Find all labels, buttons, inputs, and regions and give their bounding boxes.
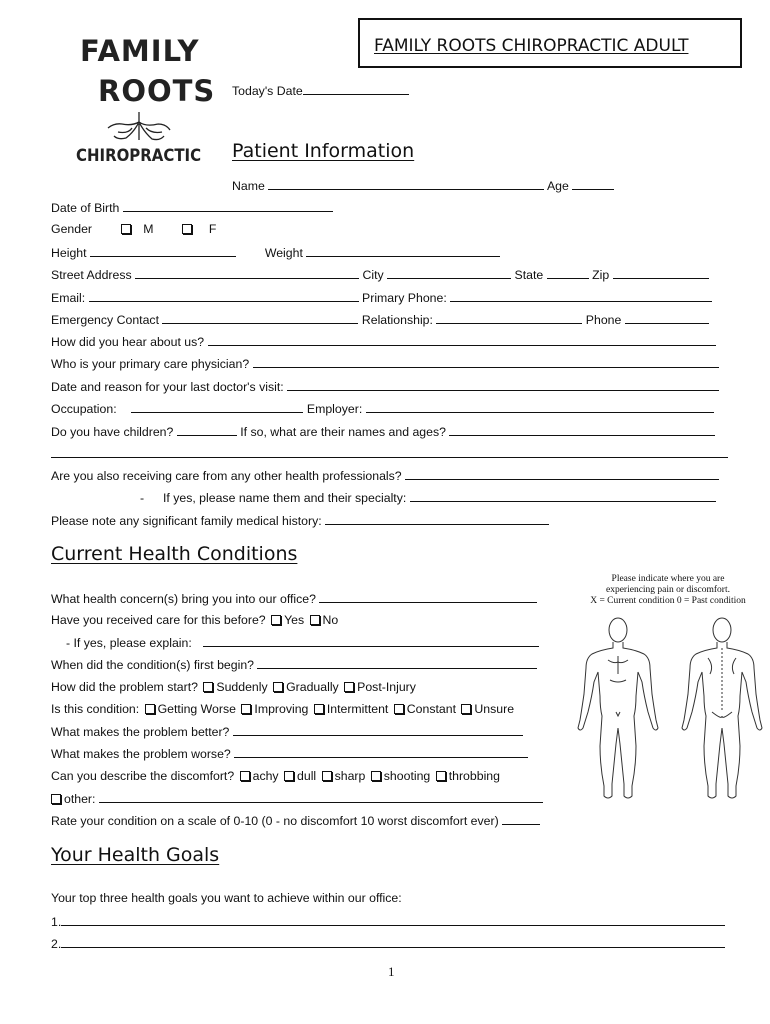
height-label: Height: [51, 246, 87, 260]
family-history-row: [51, 513, 549, 528]
last-doctor-label: Date and reason for your last doctor's visit:: [51, 380, 284, 394]
dob-label: Date of Birth: [51, 201, 120, 215]
problem-start-label: How did the problem start?: [51, 680, 198, 694]
logo-word-chiropractic: CHIROPRACTIC: [76, 146, 202, 166]
last-doctor-field[interactable]: [287, 379, 719, 391]
shooting-label: shooting: [383, 769, 431, 783]
other-row: [49, 791, 543, 806]
weight-field[interactable]: [306, 245, 500, 257]
sharp-checkbox[interactable]: [322, 771, 332, 781]
name-label: Name: [232, 179, 265, 193]
describe-row: [51, 769, 500, 783]
getting-worse-label: Getting Worse: [157, 702, 236, 716]
zip-field[interactable]: [613, 267, 709, 279]
primary-phone-field[interactable]: [450, 290, 712, 302]
sharp-label: sharp: [334, 769, 366, 783]
goal-2-number: 2.: [51, 937, 62, 951]
post-injury-label: Post-Injury: [357, 680, 416, 694]
other-label: other:: [64, 792, 96, 806]
relationship-field[interactable]: [436, 312, 582, 324]
gradually-checkbox[interactable]: [273, 682, 283, 692]
hear-field[interactable]: [208, 334, 716, 346]
goal-1-number: 1.: [51, 915, 62, 929]
body-note-line2: experiencing pain or discomfort.: [606, 585, 730, 595]
received-care-row: [51, 613, 338, 627]
occupation-row: [51, 401, 714, 416]
first-begin-label: When did the condition(s) first begin?: [51, 658, 255, 672]
family-history-label: Please note any significant family medical history:: [51, 514, 322, 528]
primary-phone-label: Primary Phone:: [362, 291, 447, 305]
city-label: City: [362, 268, 384, 282]
age-field[interactable]: [572, 178, 614, 190]
height-weight-row: [51, 245, 500, 260]
state-label: State: [514, 268, 544, 282]
hear-row: [51, 334, 716, 349]
goals-intro: Your top three health goals you want to achieve within our office:: [51, 891, 402, 905]
health-goals-heading: Your Health Goals: [51, 844, 220, 866]
roots-icon: [104, 112, 174, 142]
physician-label: Who is your primary care physician?: [51, 357, 250, 371]
unsure-label: Unsure: [474, 702, 515, 716]
rate-field[interactable]: [502, 813, 540, 825]
name-row: [232, 178, 614, 193]
employer-field[interactable]: [366, 401, 714, 413]
email-field[interactable]: [89, 290, 359, 302]
state-field[interactable]: [547, 267, 589, 279]
better-row: [51, 724, 523, 739]
intermittent-label: Intermittent: [326, 702, 389, 716]
emergency-contact-label: Emergency Contact: [51, 313, 159, 327]
getting-worse-checkbox[interactable]: [145, 704, 155, 714]
occupation-label: Occupation:: [51, 402, 117, 416]
family-history-field[interactable]: [325, 513, 549, 525]
intermittent-checkbox[interactable]: [314, 704, 324, 714]
children-field[interactable]: [177, 424, 237, 436]
explain-field[interactable]: [203, 635, 539, 647]
unsure-checkbox[interactable]: [461, 704, 471, 714]
better-field[interactable]: [233, 724, 523, 736]
street-field[interactable]: [135, 267, 359, 279]
goal-2-field[interactable]: [61, 936, 725, 948]
received-care-no-checkbox[interactable]: [310, 615, 320, 625]
goal-row-1: [51, 914, 725, 929]
body-note-line3: X = Current condition 0 = Past condition: [590, 596, 746, 606]
gender-f-label: F: [208, 222, 217, 236]
current-health-heading: Current Health Conditions: [51, 543, 298, 565]
children-row: [51, 424, 715, 439]
explain-row: [66, 635, 539, 650]
street-label: Street Address: [51, 268, 132, 282]
shooting-checkbox[interactable]: [371, 771, 381, 781]
form-title: FAMILY ROOTS CHIROPRACTIC ADULT: [374, 36, 689, 56]
todays-date-line[interactable]: [303, 83, 409, 95]
other-field[interactable]: [99, 791, 543, 803]
occupation-field[interactable]: [131, 401, 303, 413]
specialty-dash: -: [140, 491, 145, 505]
other-care-field[interactable]: [405, 468, 719, 480]
dob-row: [51, 200, 333, 215]
children-names-label: If so, what are their names and ages?: [240, 425, 446, 439]
concern-row: [51, 591, 537, 606]
employer-label: Employer:: [306, 402, 363, 416]
gender-f-checkbox[interactable]: [182, 224, 192, 234]
condition-label: Is this condition:: [51, 702, 140, 716]
height-field[interactable]: [90, 245, 236, 257]
name-field[interactable]: [268, 178, 544, 190]
achy-label: achy: [252, 769, 279, 783]
body-front-diagram[interactable]: [574, 616, 662, 802]
physician-row: [51, 356, 719, 371]
specialty-label: If yes, please name them and their specialty:: [162, 491, 407, 505]
gender-label: Gender: [51, 222, 93, 236]
concern-label: What health concern(s) bring you into our office?: [51, 592, 316, 606]
last-doctor-row: [51, 379, 719, 394]
throbbing-label: throbbing: [448, 769, 500, 783]
physician-field[interactable]: [253, 356, 719, 368]
dull-checkbox[interactable]: [284, 771, 294, 781]
worse-field[interactable]: [234, 746, 528, 758]
suddenly-checkbox[interactable]: [203, 682, 213, 692]
explain-label: - If yes, please explain:: [66, 636, 192, 650]
form-title-box: [358, 18, 742, 68]
concern-field[interactable]: [319, 591, 537, 603]
email-row: [51, 290, 712, 305]
logo-word-roots: ROOTS: [98, 74, 216, 108]
zip-label: Zip: [592, 268, 610, 282]
city-field[interactable]: [387, 267, 511, 279]
todays-date-label: Today's Date: [232, 84, 303, 98]
first-begin-row: [51, 657, 537, 672]
todays-date-field[interactable]: [232, 83, 409, 98]
gradually-label: Gradually: [286, 680, 339, 694]
dull-label: dull: [297, 769, 317, 783]
condition-row: [51, 702, 514, 716]
page-number: 1: [388, 964, 395, 979]
rate-label: Rate your condition on a scale of 0-10 (0 - no discomfort 10 worst discomfort ever): [51, 814, 499, 828]
address-row: [51, 267, 709, 282]
worse-label: What makes the problem worse?: [51, 747, 231, 761]
describe-label: Can you describe the discomfort?: [51, 769, 235, 783]
constant-label: Constant: [406, 702, 456, 716]
clinic-logo: [74, 34, 216, 174]
throbbing-checkbox[interactable]: [436, 771, 446, 781]
received-care-label: Have you received care for this before?: [51, 613, 266, 627]
relationship-label: Relationship:: [361, 313, 433, 327]
age-label: Age: [546, 179, 569, 193]
received-care-yes-checkbox[interactable]: [271, 615, 281, 625]
achy-checkbox[interactable]: [240, 771, 250, 781]
rate-row: [51, 813, 540, 828]
suddenly-label: Suddenly: [216, 680, 268, 694]
dob-field[interactable]: [123, 200, 333, 212]
received-care-yes-label: Yes: [284, 613, 305, 627]
children-names-field[interactable]: [449, 424, 715, 436]
gender-row: [51, 222, 216, 236]
body-back-diagram[interactable]: [678, 616, 766, 802]
phone-label: Phone: [585, 313, 622, 327]
children-extra-line[interactable]: [51, 457, 728, 458]
improving-label: Improving: [254, 702, 309, 716]
weight-label: Weight: [264, 246, 303, 260]
gender-m-checkbox[interactable]: [121, 224, 131, 234]
phone-field[interactable]: [625, 312, 709, 324]
other-checkbox[interactable]: [51, 794, 61, 804]
logo-word-family: FAMILY: [80, 34, 200, 68]
children-label: Do you have children?: [51, 425, 174, 439]
patient-info-heading: Patient Information: [232, 140, 415, 162]
specialty-row: [140, 490, 716, 505]
other-care-row: [51, 468, 719, 483]
constant-checkbox[interactable]: [394, 704, 404, 714]
problem-start-row: [51, 680, 416, 694]
body-note-line1: Please indicate where you are: [611, 574, 725, 584]
emergency-row: [51, 312, 709, 327]
body-diagram-note: [570, 574, 766, 607]
better-label: What makes the problem better?: [51, 725, 230, 739]
email-label: Email:: [51, 291, 86, 305]
goal-1-field[interactable]: [61, 914, 725, 926]
received-care-no-label: No: [322, 613, 339, 627]
goal-row-2: [51, 936, 725, 951]
specialty-field[interactable]: [410, 490, 716, 502]
first-begin-field[interactable]: [257, 657, 537, 669]
improving-checkbox[interactable]: [241, 704, 251, 714]
other-care-label: Are you also receiving care from any other health professionals?: [51, 469, 402, 483]
emergency-contact-field[interactable]: [162, 312, 358, 324]
worse-row: [51, 746, 528, 761]
hear-label: How did you hear about us?: [51, 335, 205, 349]
post-injury-checkbox[interactable]: [344, 682, 354, 692]
gender-m-label: M: [143, 222, 154, 236]
